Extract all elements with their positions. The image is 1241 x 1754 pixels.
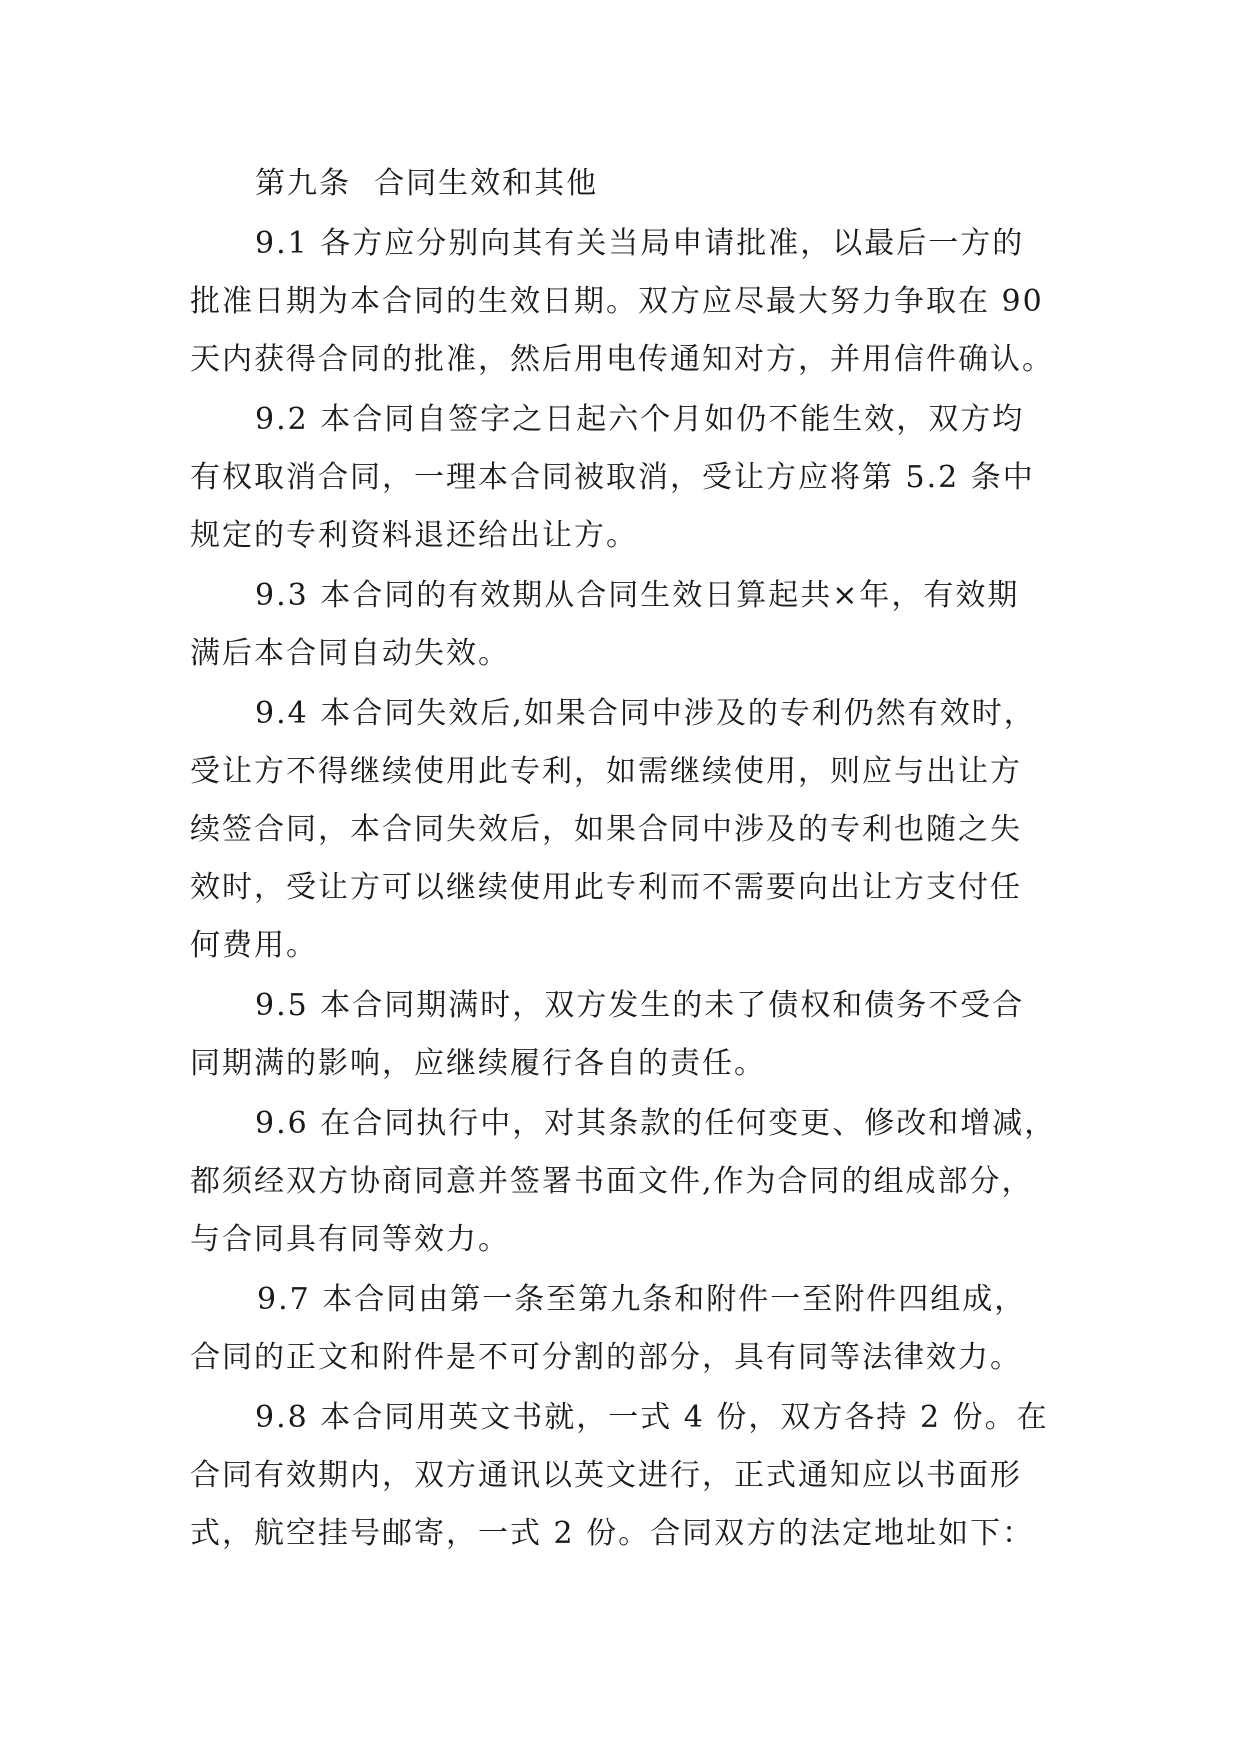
paragraph-9-4-line-1: 9.4 本合同失效后,如果合同中涉及的专利仍然有效时， <box>255 696 1036 731</box>
paragraph-9-4-line-4: 效时，受让方可以继续使用此专利而不需要向出让方支付任 <box>190 870 1022 905</box>
paragraph-9-4-line-3: 续签合同，本合同失效后，如果合同中涉及的专利也随之失 <box>190 812 1022 847</box>
paragraph-9-1-line-3: 天内获得合同的批准，然后用电传通知对方，并用信件确认。 <box>190 342 1054 377</box>
paragraph-9-2-line-3: 规定的专利资料退还给出让方。 <box>190 518 638 553</box>
paragraph-9-7-line-2: 合同的正文和附件是不可分割的部分，具有同等法律效力。 <box>190 1340 1022 1375</box>
paragraph-9-8-line-2: 合同有效期内，双方通讯以英文进行，正式通知应以书面形 <box>190 1458 1022 1493</box>
paragraph-9-2-line-2: 有权取消合同，一理本合同被取消，受让方应将第 5.2 条中 <box>190 460 1035 495</box>
paragraph-9-1-line-1: 9.1 各方应分别向其有关当局申请批准，以最后一方的 <box>255 226 1025 261</box>
paragraph-9-5-line-2: 同期满的影响，应继续履行各自的责任。 <box>190 1046 766 1081</box>
paragraph-9-8-line-1: 9.8 本合同用英文书就，一式 4 份，双方各持 2 份。在 <box>255 1400 1049 1435</box>
paragraph-9-3-line-2: 满后本合同自动失效。 <box>190 636 510 671</box>
paragraph-9-6-line-2: 都须经双方协商同意并签署书面文件,作为合同的组成部分， <box>190 1164 1034 1199</box>
paragraph-9-4-line-2: 受让方不得继续使用此专利，如需继续使用，则应与出让方 <box>190 754 1022 789</box>
section-heading: 第九条 合同生效和其他 <box>255 166 599 201</box>
paragraph-9-6-line-1: 9.6 在合同执行中，对其条款的任何变更、修改和增减， <box>255 1106 1057 1141</box>
paragraph-9-6-line-3: 与合同具有同等效力。 <box>190 1222 510 1257</box>
paragraph-9-7-line-1: 9.7 本合同由第一条至第九条和附件一至附件四组成， <box>257 1282 1027 1317</box>
paragraph-9-4-line-5: 何费用。 <box>190 928 318 963</box>
paragraph-9-2-line-1: 9.2 本合同自签字之日起六个月如仍不能生效，双方均 <box>255 402 1025 437</box>
paragraph-9-5-line-1: 9.5 本合同期满时，双方发生的未了债权和债务不受合 <box>255 988 1025 1023</box>
paragraph-9-3-line-1: 9.3 本合同的有效期从合同生效日算起共×年，有效期 <box>255 578 1020 613</box>
paragraph-9-8-line-3: 式，航空挂号邮寄，一式 2 份。合同双方的法定地址如下： <box>190 1516 1035 1551</box>
paragraph-9-1-line-2: 批准日期为本合同的生效日期。双方应尽最大努力争取在 90 <box>190 284 1044 319</box>
